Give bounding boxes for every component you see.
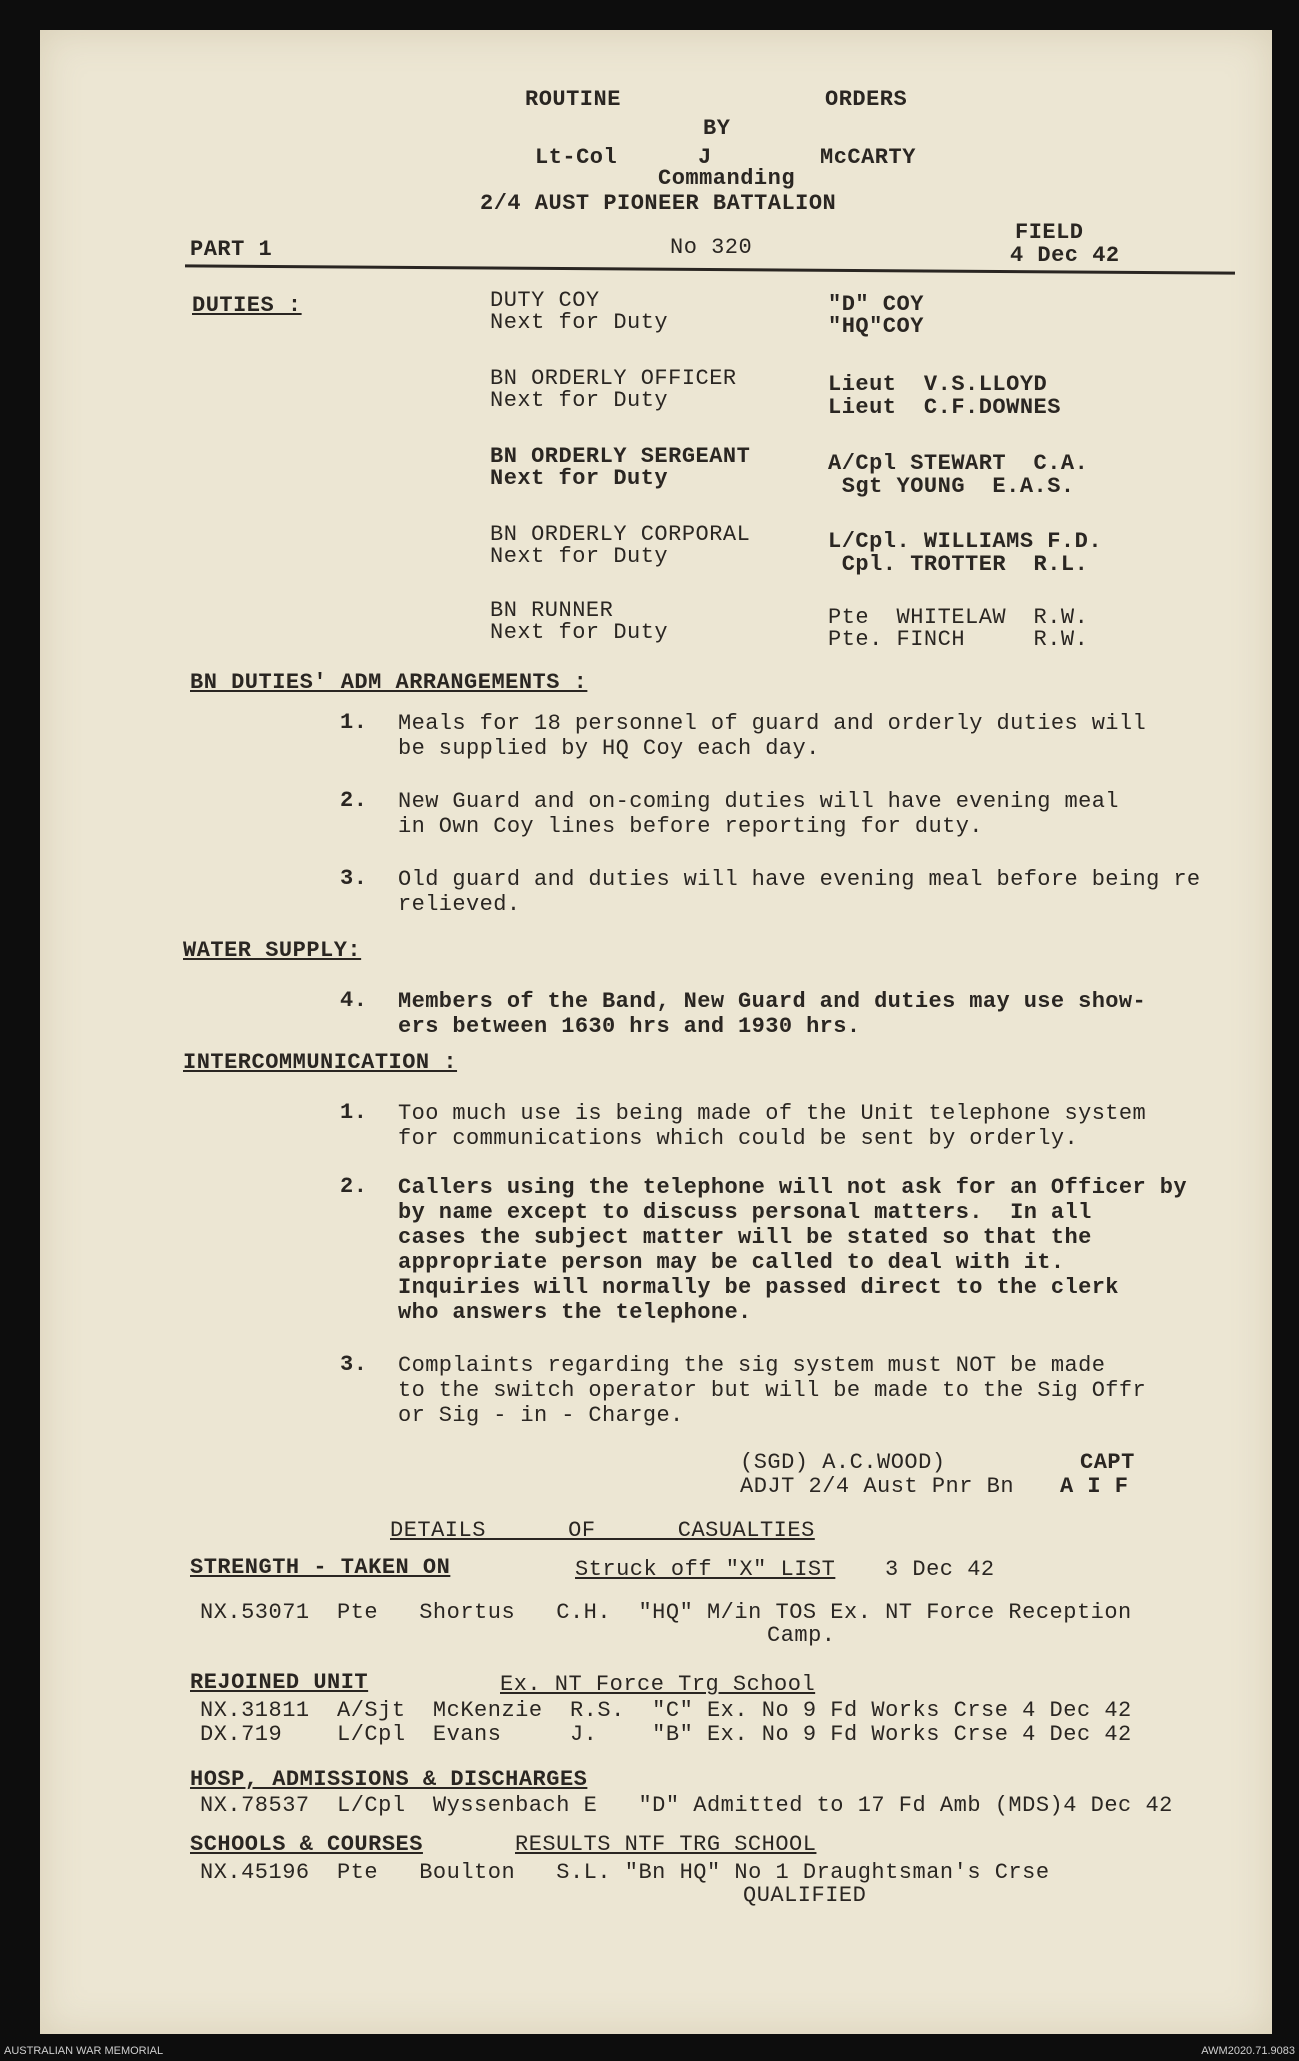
item-number: 3. [340, 1352, 368, 1377]
header-initial: J [698, 145, 712, 170]
duty-name: A/Cpl STEWART C.A. [828, 451, 1089, 476]
item-text: Too much use is being made of the Unit telephone system for communications which could be sent by orderly. [398, 1101, 1147, 1151]
duty-next-name: "HQ"COY [828, 314, 924, 339]
duty-name: L/Cpl. WILLIAMS F.D. [828, 529, 1103, 554]
signature-aif: A I F [1060, 1474, 1129, 1499]
struck-heading: Struck off "X" LIST [575, 1557, 836, 1582]
header-rank: Lt-Col [535, 145, 618, 170]
footer-source: AUSTRALIAN WAR MEMORIAL [4, 2045, 164, 2057]
duty-next-name: Cpl. TROTTER R.L. [828, 552, 1089, 577]
schools-heading: SCHOOLS & COURSES [190, 1832, 423, 1857]
header-routine: ROUTINE [525, 87, 621, 112]
adm-heading: BN DUTIES' ADM ARRANGEMENTS : [190, 670, 588, 695]
rejoined-row: DX.719 L/Cpl Evans J. "B" Ex. No 9 Fd Works Crse 4 Dec 42 [200, 1722, 1132, 1747]
water-heading: WATER SUPPLY: [183, 938, 362, 963]
item-number: 2. [340, 1174, 368, 1199]
duty-role: BN ORDERLY CORPORAL [490, 522, 751, 547]
rejoined-heading: REJOINED UNIT [190, 1670, 369, 1695]
duty-next: Next for Duty [490, 466, 669, 491]
struck-date: 3 Dec 42 [885, 1557, 995, 1582]
item-number: 1. [340, 1100, 368, 1125]
order-number: No 320 [670, 235, 753, 260]
item-text: New Guard and on-coming duties will have evening meal in Own Coy lines before reporting for duty. [398, 789, 1119, 839]
signature-name: (SGD) A.C.WOOD) [740, 1450, 946, 1475]
header-commanding: Commanding [658, 166, 796, 191]
part-label: PART 1 [190, 237, 273, 262]
duty-role: DUTY COY [490, 288, 600, 313]
header-orders: ORDERS [825, 87, 908, 112]
item-text: Old guard and duties will have evening meal before being re relieved. [398, 867, 1201, 917]
item-text: Members of the Band, New Guard and duties may use show- ers between 1630 hrs and 1930 hrs. [398, 989, 1147, 1039]
document-page [40, 30, 1272, 2034]
results-heading: RESULTS NTF TRG SCHOOL [515, 1832, 817, 1857]
duty-next-name: Pte. FINCH R.W. [828, 627, 1089, 652]
hosp-heading: HOSP, ADMISSIONS & DISCHARGES [190, 1767, 588, 1792]
intercom-heading: INTERCOMMUNICATION : [183, 1050, 458, 1075]
duties-heading: DUTIES : [192, 293, 302, 318]
header-surname: McCARTY [820, 145, 916, 170]
rejoined-sub: Ex. NT Force Trg School [500, 1672, 816, 1697]
strength-heading: STRENGTH - TAKEN ON [190, 1555, 451, 1580]
duty-name: "D" COY [828, 292, 924, 317]
duty-role: BN ORDERLY OFFICER [490, 366, 737, 391]
field-label: FIELD [1015, 220, 1084, 245]
header-by: BY [703, 116, 731, 141]
item-number: 4. [340, 988, 368, 1013]
duty-name: Pte WHITELAW R.W. [828, 605, 1089, 630]
duty-next: Next for Duty [490, 620, 669, 645]
duty-next-name: Sgt YOUNG E.A.S. [828, 474, 1075, 499]
schools-row: NX.45196 Pte Boulton S.L. "Bn HQ" No 1 Draughtsman's Crse [200, 1860, 1050, 1885]
item-number: 1. [340, 710, 368, 735]
hosp-row: NX.78537 L/Cpl Wyssenbach E "D" Admitted to 17 Fd Amb (MDS)4 Dec 42 [200, 1793, 1173, 1818]
strength-row-cont: Camp. [767, 1623, 836, 1648]
order-date: 4 Dec 42 [1010, 243, 1120, 268]
item-text: Callers using the telephone will not ask for an Officer by by name except to discuss personal matters. In all cases the subject matter will be stated so that the appropriate person may be called to deal with it. Inquiries will normally be passed direct to the clerk who answers the telephone. [398, 1175, 1187, 1325]
rejoined-row: NX.31811 A/Sjt McKenzie R.S. "C" Ex. No 9 Fd Works Crse 4 Dec 42 [200, 1698, 1132, 1723]
item-number: 2. [340, 788, 368, 813]
item-text: Complaints regarding the sig system must NOT be made to the switch operator but will be made to the Sig Offr or Sig - in - Charge. [398, 1353, 1147, 1428]
duty-next: Next for Duty [490, 388, 669, 413]
schools-result: QUALIFIED [743, 1883, 867, 1908]
casualties-heading: DETAILS OF CASUALTIES [390, 1518, 815, 1543]
duty-role: BN ORDERLY SERGEANT [490, 444, 751, 469]
duty-role: BN RUNNER [490, 598, 614, 623]
signature-rank: CAPT [1080, 1450, 1135, 1475]
duty-name: Lieut V.S.LLOYD [828, 372, 1048, 397]
footer-accession: AWM2020.71.9083 [1201, 2045, 1295, 2057]
duty-next: Next for Duty [490, 310, 669, 335]
duty-next-name: Lieut C.F.DOWNES [828, 395, 1061, 420]
header-unit: 2/4 AUST PIONEER BATTALION [480, 191, 837, 216]
strength-row: NX.53071 Pte Shortus C.H. "HQ" M/in TOS Ex. NT Force Reception [200, 1600, 1132, 1625]
item-text: Meals for 18 personnel of guard and orderly duties will be supplied by HQ Coy each day. [398, 711, 1147, 761]
duty-next: Next for Duty [490, 544, 669, 569]
item-number: 3. [340, 866, 368, 891]
signature-title: ADJT 2/4 Aust Pnr Bn [740, 1474, 1015, 1499]
